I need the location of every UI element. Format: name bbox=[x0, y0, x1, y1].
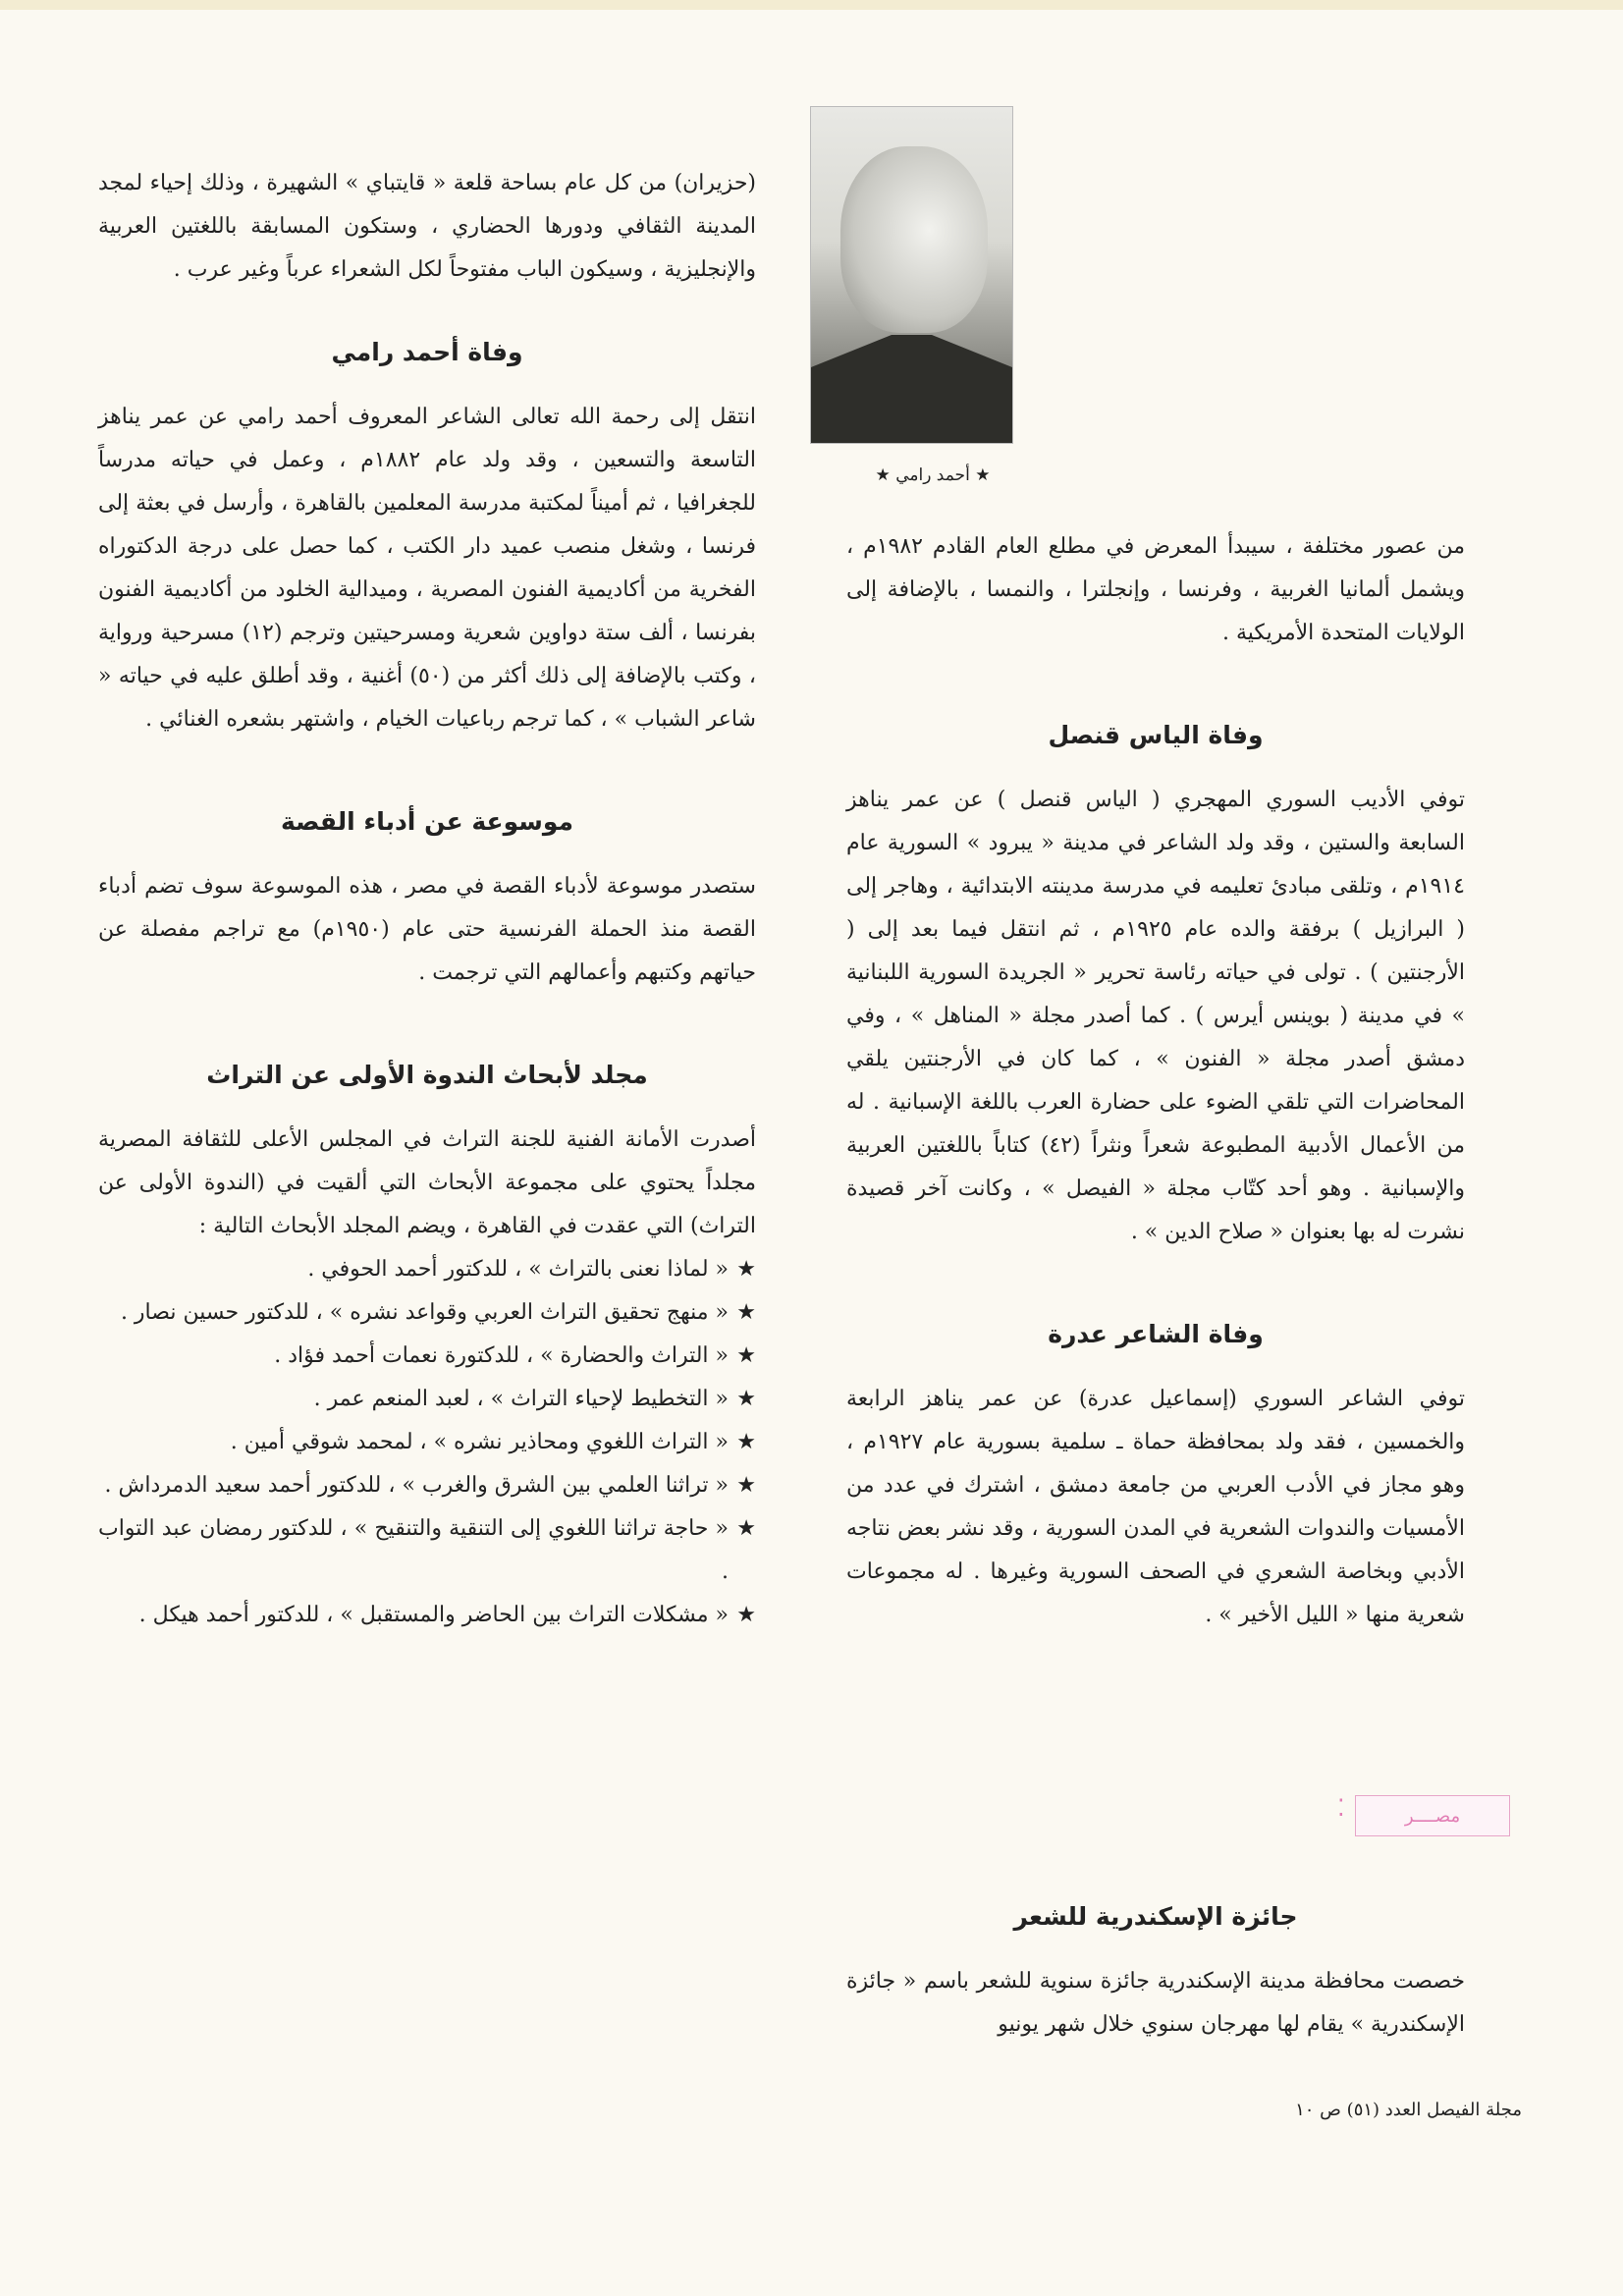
page-footer: مجلة الفيصل العدد (٥١) ص ١٠ bbox=[1295, 2100, 1522, 2120]
heading-elias-qunsul: وفاة الياس قنصل bbox=[1048, 721, 1264, 749]
heading-ahmed-rami: وفاة أحمد رامي bbox=[331, 338, 523, 366]
list-item: ★ « التراث والحضارة » ، للدكتورة نعمات أحمد فؤاد . bbox=[98, 1335, 756, 1378]
right-column-bottom bbox=[846, 1895, 1465, 2047]
star-icon: ★ bbox=[736, 1387, 756, 1411]
ahmed-rami-paragraph: انتقل إلى رحمة الله تعالى الشاعر المعروف أحمد رامي عن عمر يناهز التاسعة والتسعين ، وقد ولد عام ١٨٨٢م ، وعمل في حياته مدرساً للجغرافيا ، ثم أميناً لمكتبة مدرسة المعلمين بالقاهرة ، وأرسل في بعثة إلى فرنسا ، وشغل منصب عميد دار الكتب ، كما حصل على درجة الدكتوراه الفخرية من أكاديمية الفنون المصرية ، وميدالية الخلود من أكاديمية الفنون بفرنسا ، ألف ستة دواوين شعرية ومسرحيتين وترجم (١٢) مسرحية ورواية ، وكتب بالإضافة إلى ذلك أكثر من (٥٠) أغنية ، وقد أطلق عليه في حياته « شاعر الشباب » ، كما ترجم رباعيات الخيام ، واشتهر بشعره الغنائي . bbox=[98, 405, 757, 732]
star-icon: ★ bbox=[736, 1430, 756, 1454]
heading-alexandria-prize: جائزة الإسكندرية للشعر bbox=[1013, 1902, 1298, 1931]
heading-heritage-volume: مجلد لأبحاث الندوة الأولى عن التراث bbox=[206, 1061, 648, 1089]
list-item: ★ « التخطيط لإحياء التراث » ، لعبد المنعم عمر . bbox=[98, 1378, 756, 1421]
star-icon: ★ bbox=[736, 1516, 756, 1541]
left-column bbox=[98, 162, 756, 1637]
elias-qunsul-paragraph: توفي الأديب السوري المهجري ( الياس قنصل ) عن عمر يناهز السابعة والستين ، وقد ولد الشاعر في مدينة « يبرود » السورية عام ١٩١٤م ، وتلقى مبادئ تعليمه في مدرسة مدينته الابتدائية ، وهاجر إلى ( البرازيل ) برفقة والده عام ١٩٢٥م ، ثم انتقل فيما بعد إلى ( الأرجنتين ) . تولى في حياته رئاسة تحرير « الجريدة السورية اللبنانية » في مدينة ( بوينس أيرس ) . كما أصدر مجلة « المناهل » ، وفي دمشق أصدر مجلة « الفنون » ، كما كان في الأرجنتين يلقي المحاضرات التي تلقي الضوء على حضارة العرب باللغة الإسبانية . له من الأعمال الأدبية المطبوعة شعراً ونثراً (٤٢) كتاباً باللغتين العربية والإسبانية . وهو أحد كتّاب مجلة « الفيصل » ، وكانت آخر قصيدة نشرت له بها بعنوان « صلاح الدين » . bbox=[846, 788, 1466, 1244]
portrait-photo bbox=[810, 106, 1013, 444]
star-icon: ★ bbox=[736, 1473, 756, 1498]
badge-dots-icon: ⁚ bbox=[1337, 1794, 1345, 1822]
list-item: ★ « حاجة تراثنا اللغوي إلى التنقية والتنقيح » ، للدكتور رمضان عبد التواب . bbox=[98, 1507, 756, 1594]
portrait-face bbox=[840, 146, 988, 333]
list-item: ★ « منهج تحقيق التراث العربي وقواعد نشره » ، للدكتور حسين نصار . bbox=[98, 1291, 756, 1335]
poet-adra-paragraph: توفي الشاعر السوري (إسماعيل عدرة) عن عمر يناهز الرابعة والخمسين ، فقد ولد بمحافظة حماة ـ سلمية بسورية عام ١٩٢٧م ، وهو مجاز في الأدب العربي من جامعة دمشق ، اشترك في عدد من الأمسيات والندوات الشعرية في المدن السورية ، وقد نشر بعض نتاجه الأدبي وبخاصة الشعري في الصحف السورية وغيرها . له مجموعات شعرية منها « الليل الأخير » . bbox=[846, 1387, 1466, 1627]
star-icon: ★ bbox=[736, 1300, 756, 1325]
story-encyclopedia-paragraph: ستصدر موسوعة لأدباء القصة في مصر ، هذه الموسوعة سوف تضم أدباء القصة منذ الحملة الفرنسية حتى عام (١٩٥٠م) مع تراجم مفصلة عن حياتهم وكتبهم وأعمالهم التي ترجمت . bbox=[98, 874, 756, 985]
top-color-band bbox=[0, 0, 1623, 10]
section-badge-egypt: مصــــر bbox=[1355, 1795, 1510, 1836]
star-icon: ★ bbox=[736, 1257, 756, 1282]
alexandria-prize-paragraph: خصصت محافظة مدينة الإسكندرية جائزة سنوية للشعر باسم « جائزة الإسكندرية » يقام لها مهرجان سنوي خلال شهر يونيو bbox=[846, 1969, 1465, 2037]
list-item: ★ « تراثنا العلمي بين الشرق والغرب » ، للدكتور أحمد سعيد الدمرداش . bbox=[98, 1464, 756, 1507]
research-list bbox=[98, 1248, 756, 1637]
heading-poet-adra: وفاة الشاعر عدرة bbox=[1048, 1320, 1264, 1348]
exhibition-paragraph: من عصور مختلفة ، سيبدأ المعرض في مطلع العام القادم ١٩٨٢م ، ويشمل ألمانيا الغربية ، وفرنسا ، وإنجلترا ، والنمسا ، بالإضافة إلى الولايات المتحدة الأمريكية . bbox=[846, 534, 1465, 645]
star-icon: ★ bbox=[736, 1343, 756, 1368]
photo-caption: ★ أحمد رامي ★ bbox=[875, 465, 991, 485]
heritage-volume-paragraph: أصدرت الأمانة الفنية للجنة التراث في المجلس الأعلى للثقافة المصرية مجلداً يحتوي على مجموعة الأبحاث التي ألقيت في (الندوة الأولى عن التراث) التي عقدت في القاهرة ، ويضم المجلد الأبحاث التالية : bbox=[98, 1127, 756, 1238]
list-item: ★ « لماذا نعنى بالتراث » ، للدكتور أحمد الحوفي . bbox=[98, 1248, 756, 1291]
right-column bbox=[846, 525, 1465, 1637]
alexandria-continued-paragraph: (حزيران) من كل عام بساحة قلعة « قايتباي » الشهيرة ، وذلك إحياء لمجد المدينة الثقافي ودورها الحضاري ، وستكون المسابقة باللغتين العربية والإنجليزية ، وسيكون الباب مفتوحاً لكل الشعراء عرباً وغير عرب . bbox=[98, 171, 756, 282]
portrait-coat bbox=[811, 335, 1012, 443]
list-item: ★ « التراث اللغوي ومحاذير نشره » ، لمحمد شوقي أمين . bbox=[98, 1421, 756, 1464]
star-icon: ★ bbox=[736, 1603, 756, 1627]
heading-story-encyclopedia: موسوعة عن أدباء القصة bbox=[280, 807, 574, 836]
list-item: ★ « مشكلات التراث بين الحاضر والمستقبل » ، للدكتور أحمد هيكل . bbox=[98, 1594, 756, 1637]
